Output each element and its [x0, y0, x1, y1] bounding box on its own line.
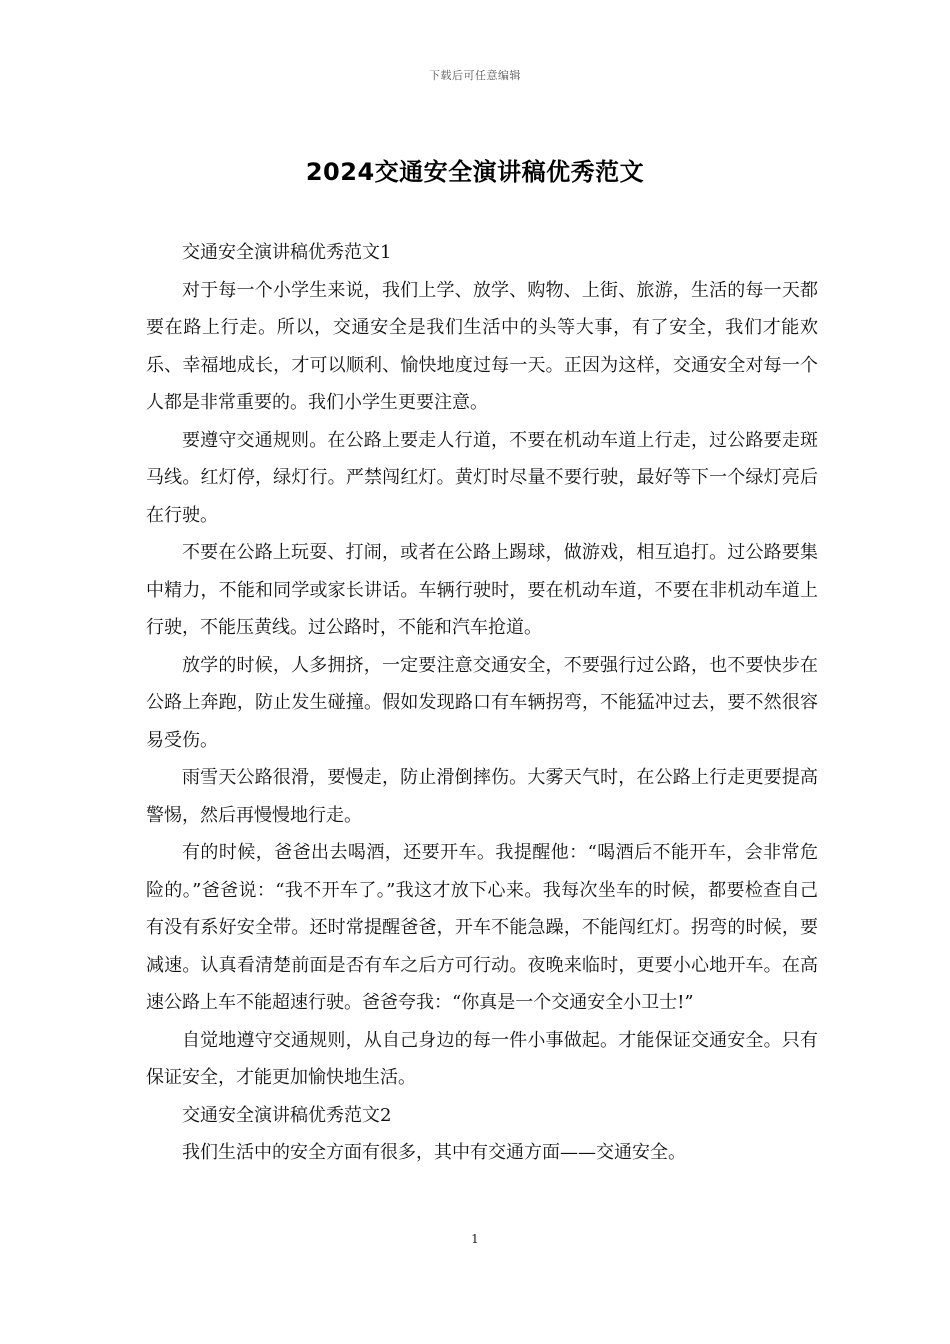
paragraph: 雨雪天公路很滑，要慢走，防止滑倒摔伤。大雾天气时，在公路上行走更要提高警惕，然后再慢慢地行走。: [146, 767, 818, 826]
page-header-note: 下载后可任意编辑: [429, 69, 521, 82]
page-number: 1: [471, 1232, 479, 1246]
document-body: [146, 234, 818, 1172]
paragraph: 有的时候，爸爸出去喝酒，还要开车。我提醒他：“喝酒后不能开车，会非常危险的。”爸爸说：“我不开车了。”我这才放下心来。我每次坐车的时候，都要检查自己有没有系好安全带。还时常提醒爸爸，开车不能急躁，不能闯红灯。拐弯的时候，要减速。认真看清楚前面是否有车之后方可行动。夜晚来临时，更要小心地开车。在高速公路上车不能超速行驶。爸爸夸我：“你真是一个交通安全小卫士!”: [146, 842, 818, 1013]
paragraph: 自觉地遵守交通规则，从自己身边的每一件小事做起。才能保证交通安全。只有保证安全，才能更加愉快地生活。: [146, 1029, 818, 1088]
section-heading: 交通安全演讲稿优秀范文2: [182, 1104, 392, 1126]
paragraph: 放学的时候，人多拥挤，一定要注意交通安全，不要强行过公路，也不要快步在公路上奔跑，防止发生碰撞。假如发现路口有车辆拐弯，不能猛冲过去，要不然很容易受伤。: [146, 654, 818, 751]
section-heading: 交通安全演讲稿优秀范文1: [182, 242, 392, 263]
document-title: 2024交通安全演讲稿优秀范文: [305, 158, 645, 186]
paragraph: 对于每一个小学生来说，我们上学、放学、购物、上街、旅游，生活的每一天都要在路上行走。所以，交通安全是我们生活中的头等大事，有了安全，我们才能欢乐、幸福地成长，才可以顺利、愉快地度过每一天。正因为这样，交通安全对每一个人都是非常重要的。我们小学生更要注意。: [146, 279, 818, 413]
paragraph: 要遵守交通规则。在公路上要走人行道，不要在机动车道上行走，过公路要走斑马线。红灯停，绿灯行。严禁闯红灯。黄灯时尽量不要行驶，最好等下一个绿灯亮后在行驶。: [146, 429, 818, 526]
paragraph: 不要在公路上玩耍、打闹，或者在公路上踢球，做游戏，相互追打。过公路要集中精力，不能和同学或家长讲话。车辆行驶时，要在机动车道，不要在非机动车道上行驶，不能压黄线。过公路时，不能和汽车抢道。: [146, 542, 818, 638]
paragraph: 我们生活中的安全方面有很多，其中有交通方面——交通安全。: [182, 1142, 686, 1163]
